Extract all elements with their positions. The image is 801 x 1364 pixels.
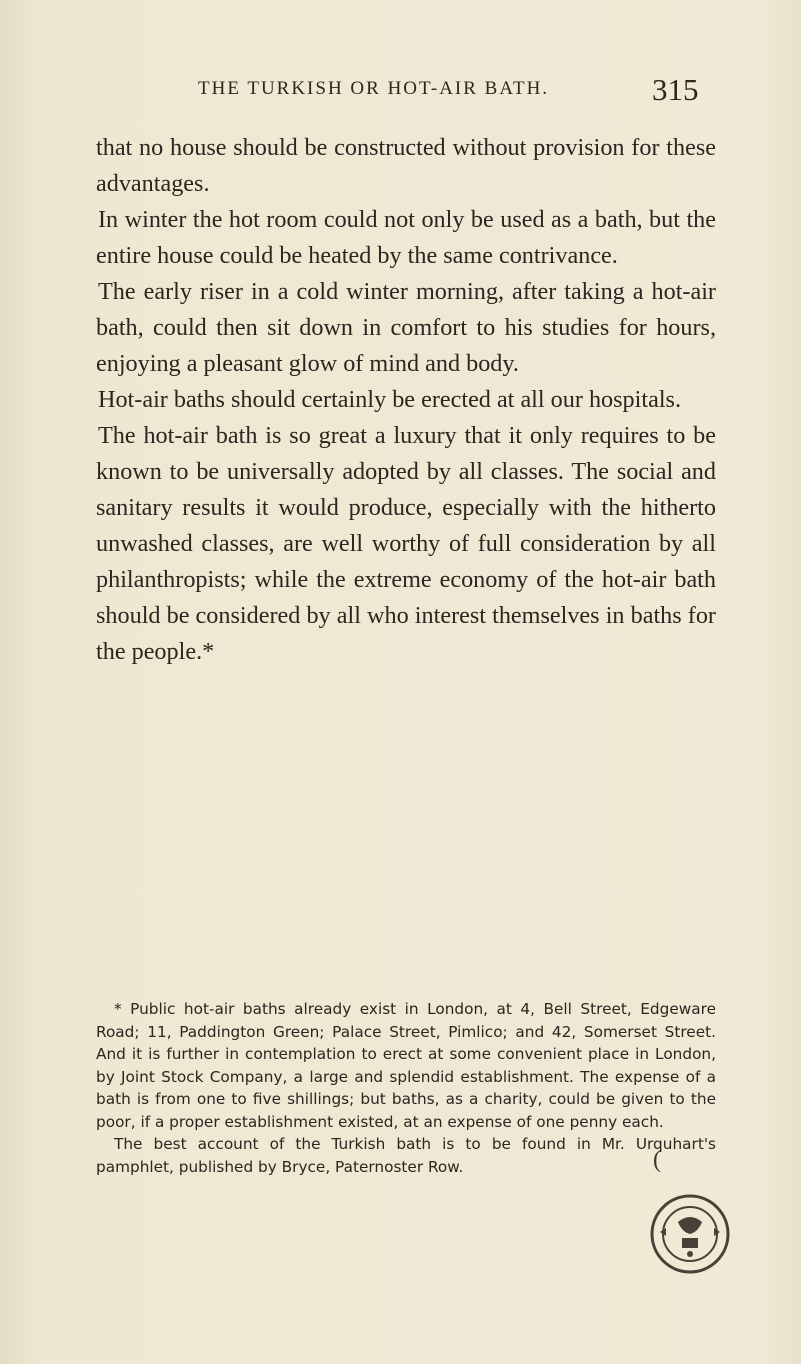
paragraph: The hot-air bath is so great a luxury that it only requires to be known to be universally adopted by all classes. The social and sanitary results it would produce, especially with the hitherto unwashed classes, are well worthy of full consideration by all philanthropists; while the extreme economy of the hot-air bath should be considered by all who interest themselves in baths for the people.* — [96, 422, 716, 665]
paragraph: In winter the hot room could not only be used as a bath, but the entire house could be heated by the same contrivance. — [96, 206, 716, 269]
running-title: THE TURKISH OR HOT-AIR BATH. — [198, 78, 550, 99]
body-text — [96, 130, 716, 670]
paragraph: that no house should be constructed without provision for these advantages. — [96, 134, 716, 197]
library-stamp-icon — [648, 1192, 732, 1276]
footnote: The best account of the Turkish bath is to be found in Mr. Urquhart's pamphlet, published by Bryce, Paternoster Row. — [96, 1135, 716, 1176]
stray-pencil-mark: ( — [653, 1147, 661, 1173]
page-number: 315 — [652, 72, 699, 107]
footnote: * Public hot-air baths already exist in London, at 4, Bell Street, Edgeware Road; 11, Paddington Green; Palace Street, Pimlico; and 42, Somerset Street. And it is further in contemplation to erect at some convenient place in London, by Joint Stock Company, a large and splendid establishment. The expense of a bath is from one to five shillings; but baths, as a charity, could be given to the poor, if a proper establishment existed, at an expense of one penny each. — [96, 1000, 716, 1131]
running-head — [0, 72, 801, 112]
footnotes — [96, 998, 716, 1178]
paragraph: Hot-air baths should certainly be erected at all our hospitals. — [98, 386, 682, 413]
paragraph: The early riser in a cold winter morning, after taking a hot-air bath, could then sit down in comfort to his studies for hours, enjoying a pleasant glow of mind and body. — [96, 278, 716, 377]
